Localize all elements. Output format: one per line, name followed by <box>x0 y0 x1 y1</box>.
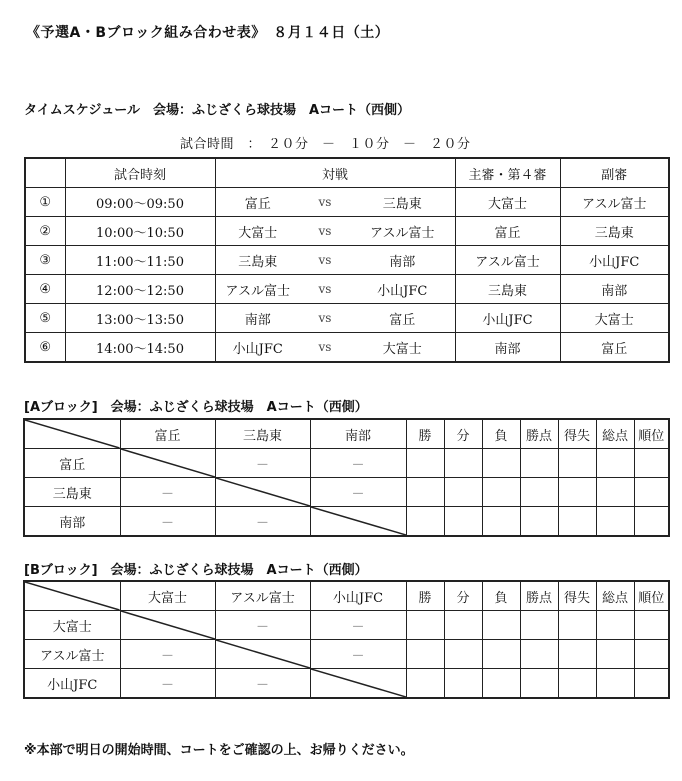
away-team: 大富士 <box>350 333 455 363</box>
opponent-header: 富丘 <box>120 419 215 449</box>
team-name: アスル富士 <box>24 640 120 669</box>
stat-cell <box>520 449 558 478</box>
stat-header-rank: 順位 <box>634 419 669 449</box>
block-a-table <box>23 418 670 537</box>
team-row <box>24 640 669 669</box>
result-cell: － <box>215 669 310 699</box>
away-team: アスル富士 <box>350 217 455 246</box>
stat-cell <box>596 669 634 699</box>
stat-cell <box>634 478 669 507</box>
stat-header-goal-diff: 得失 <box>558 581 596 611</box>
stat-cell <box>558 478 596 507</box>
stat-header-losses: 負 <box>482 581 520 611</box>
assistant-referee: 三島東 <box>560 217 669 246</box>
block-a-heading: [Aブロック] 会場：ふじざくら球技場 Aコート（西側） <box>24 400 368 415</box>
home-team: 三島東 <box>215 246 300 275</box>
block-header-row <box>24 581 669 611</box>
away-team: 三島東 <box>350 188 455 217</box>
result-cell: － <box>215 449 310 478</box>
stat-header-losses: 負 <box>482 419 520 449</box>
self-match-cell <box>310 507 406 537</box>
assistant-referee: 南部 <box>560 275 669 304</box>
stat-cell <box>482 611 520 640</box>
schedule-heading: タイムスケジュール 会場：ふじざくら球技場 Aコート（西側） <box>24 103 411 118</box>
result-cell: － <box>310 478 406 507</box>
block-header-row <box>24 419 669 449</box>
result-cell: － <box>215 611 310 640</box>
stat-cell <box>520 640 558 669</box>
stat-cell <box>482 507 520 537</box>
schedule-row <box>25 333 669 363</box>
stat-header-draws: 分 <box>444 581 482 611</box>
assistant-referee: 小山JFC <box>560 246 669 275</box>
stat-cell <box>444 449 482 478</box>
stat-cell <box>596 507 634 537</box>
result-cell: － <box>310 449 406 478</box>
diagonal-line <box>311 669 406 697</box>
opponent-header: 南部 <box>310 419 406 449</box>
stat-cell <box>520 611 558 640</box>
opponent-header: アスル富士 <box>215 581 310 611</box>
match-number: ⑤ <box>25 304 65 333</box>
result-cell: － <box>215 507 310 537</box>
diagonal-line <box>121 611 215 639</box>
match-time: 11:00～11:50 <box>65 246 215 275</box>
stat-cell <box>444 611 482 640</box>
home-team: 小山JFC <box>215 333 300 363</box>
block-b-heading: [Bブロック] 会場：ふじざくら球技場 Aコート（西側） <box>24 563 368 578</box>
stat-cell <box>482 669 520 699</box>
home-team: 大富士 <box>215 217 300 246</box>
diagonal-line <box>25 582 120 610</box>
header-cell-no <box>25 158 65 188</box>
stat-cell <box>406 449 444 478</box>
match-time: 12:00～12:50 <box>65 275 215 304</box>
opponent-header: 大富士 <box>120 581 215 611</box>
page-title: 《予選A・Bブロック組み合わせ表》 ８月１４日（土） <box>26 25 390 41</box>
stat-cell <box>406 611 444 640</box>
stat-cell <box>596 449 634 478</box>
vs-label: vs <box>300 217 350 246</box>
self-match-cell <box>215 640 310 669</box>
team-row <box>24 449 669 478</box>
result-cell: － <box>310 611 406 640</box>
away-team: 南部 <box>350 246 455 275</box>
stat-cell <box>520 507 558 537</box>
assistant-referee: 大富士 <box>560 304 669 333</box>
stat-cell <box>482 640 520 669</box>
self-match-cell <box>215 478 310 507</box>
team-name: 大富士 <box>24 611 120 640</box>
team-row <box>24 478 669 507</box>
stat-header-draws: 分 <box>444 419 482 449</box>
match-number: ① <box>25 188 65 217</box>
match-time: 13:00～13:50 <box>65 304 215 333</box>
stat-cell <box>634 449 669 478</box>
stat-cell <box>520 669 558 699</box>
footer-note: ※本部で明日の開始時間、コートをご確認の上、お帰りください。 <box>24 743 414 758</box>
header-cell-referee: 主審・第４審 <box>455 158 560 188</box>
result-cell: － <box>310 640 406 669</box>
stat-header-rank: 順位 <box>634 581 669 611</box>
team-name: 富丘 <box>24 449 120 478</box>
stat-header-wins: 勝 <box>406 419 444 449</box>
referee: 小山JFC <box>455 304 560 333</box>
team-name: 小山JFC <box>24 669 120 699</box>
block-b-table <box>23 580 670 699</box>
result-cell: － <box>120 507 215 537</box>
referee: 富丘 <box>455 217 560 246</box>
corner-cell <box>24 581 120 611</box>
team-name: 南部 <box>24 507 120 537</box>
self-match-cell <box>120 449 215 478</box>
corner-cell <box>24 419 120 449</box>
stat-header-goal-diff: 得失 <box>558 419 596 449</box>
stat-header-points: 勝点 <box>520 419 558 449</box>
self-match-cell <box>310 669 406 699</box>
schedule-row <box>25 217 669 246</box>
stat-cell <box>558 640 596 669</box>
opponent-header: 三島東 <box>215 419 310 449</box>
schedule-table <box>24 157 670 363</box>
team-row <box>24 669 669 699</box>
stat-header-goals: 総点 <box>596 581 634 611</box>
result-cell: － <box>120 669 215 699</box>
stat-cell <box>444 669 482 699</box>
stat-cell <box>444 640 482 669</box>
stat-cell <box>558 611 596 640</box>
match-time: 14:00～14:50 <box>65 333 215 363</box>
diagonal-line <box>311 507 406 535</box>
schedule-header-row <box>25 158 669 188</box>
referee: 三島東 <box>455 275 560 304</box>
team-row <box>24 507 669 537</box>
diagonal-line <box>216 640 310 668</box>
vs-label: vs <box>300 188 350 217</box>
diagonal-line <box>121 449 215 477</box>
header-cell-assistant: 副審 <box>560 158 669 188</box>
result-cell: － <box>120 478 215 507</box>
team-row <box>24 611 669 640</box>
stat-cell <box>596 478 634 507</box>
match-number: ③ <box>25 246 65 275</box>
stat-cell <box>634 507 669 537</box>
diagonal-line <box>25 420 120 448</box>
team-name: 三島東 <box>24 478 120 507</box>
vs-label: vs <box>300 333 350 363</box>
home-team: アスル富士 <box>215 275 300 304</box>
stat-header-goals: 総点 <box>596 419 634 449</box>
match-time-info: 試合時間 ： ２０分 － １０分 － ２０分 <box>180 137 471 152</box>
home-team: 富丘 <box>215 188 300 217</box>
result-cell: － <box>120 640 215 669</box>
stat-cell <box>444 507 482 537</box>
home-team: 南部 <box>215 304 300 333</box>
match-number: ② <box>25 217 65 246</box>
stat-header-points: 勝点 <box>520 581 558 611</box>
opponent-header: 小山JFC <box>310 581 406 611</box>
stat-cell <box>558 669 596 699</box>
stat-cell <box>482 449 520 478</box>
stat-cell <box>520 478 558 507</box>
schedule-row <box>25 275 669 304</box>
stat-cell <box>406 478 444 507</box>
stat-cell <box>596 640 634 669</box>
header-cell-time: 試合時刻 <box>65 158 215 188</box>
away-team: 富丘 <box>350 304 455 333</box>
stat-cell <box>596 611 634 640</box>
schedule-row <box>25 304 669 333</box>
referee: 南部 <box>455 333 560 363</box>
schedule-row <box>25 188 669 217</box>
stat-cell <box>406 507 444 537</box>
assistant-referee: アスル富士 <box>560 188 669 217</box>
stat-cell <box>634 611 669 640</box>
stat-cell <box>406 640 444 669</box>
vs-label: vs <box>300 275 350 304</box>
match-time: 10:00～10:50 <box>65 217 215 246</box>
stat-cell <box>558 449 596 478</box>
header-cell-match: 対戦 <box>215 158 455 188</box>
stat-cell <box>634 640 669 669</box>
assistant-referee: 富丘 <box>560 333 669 363</box>
referee: 大富士 <box>455 188 560 217</box>
vs-label: vs <box>300 304 350 333</box>
stat-cell <box>634 669 669 699</box>
self-match-cell <box>120 611 215 640</box>
stat-header-wins: 勝 <box>406 581 444 611</box>
referee: アスル富士 <box>455 246 560 275</box>
away-team: 小山JFC <box>350 275 455 304</box>
stat-cell <box>482 478 520 507</box>
match-number: ⑥ <box>25 333 65 363</box>
match-number: ④ <box>25 275 65 304</box>
stat-cell <box>444 478 482 507</box>
match-time: 09:00～09:50 <box>65 188 215 217</box>
schedule-row <box>25 246 669 275</box>
vs-label: vs <box>300 246 350 275</box>
diagonal-line <box>216 478 310 506</box>
stat-cell <box>558 507 596 537</box>
stat-cell <box>406 669 444 699</box>
